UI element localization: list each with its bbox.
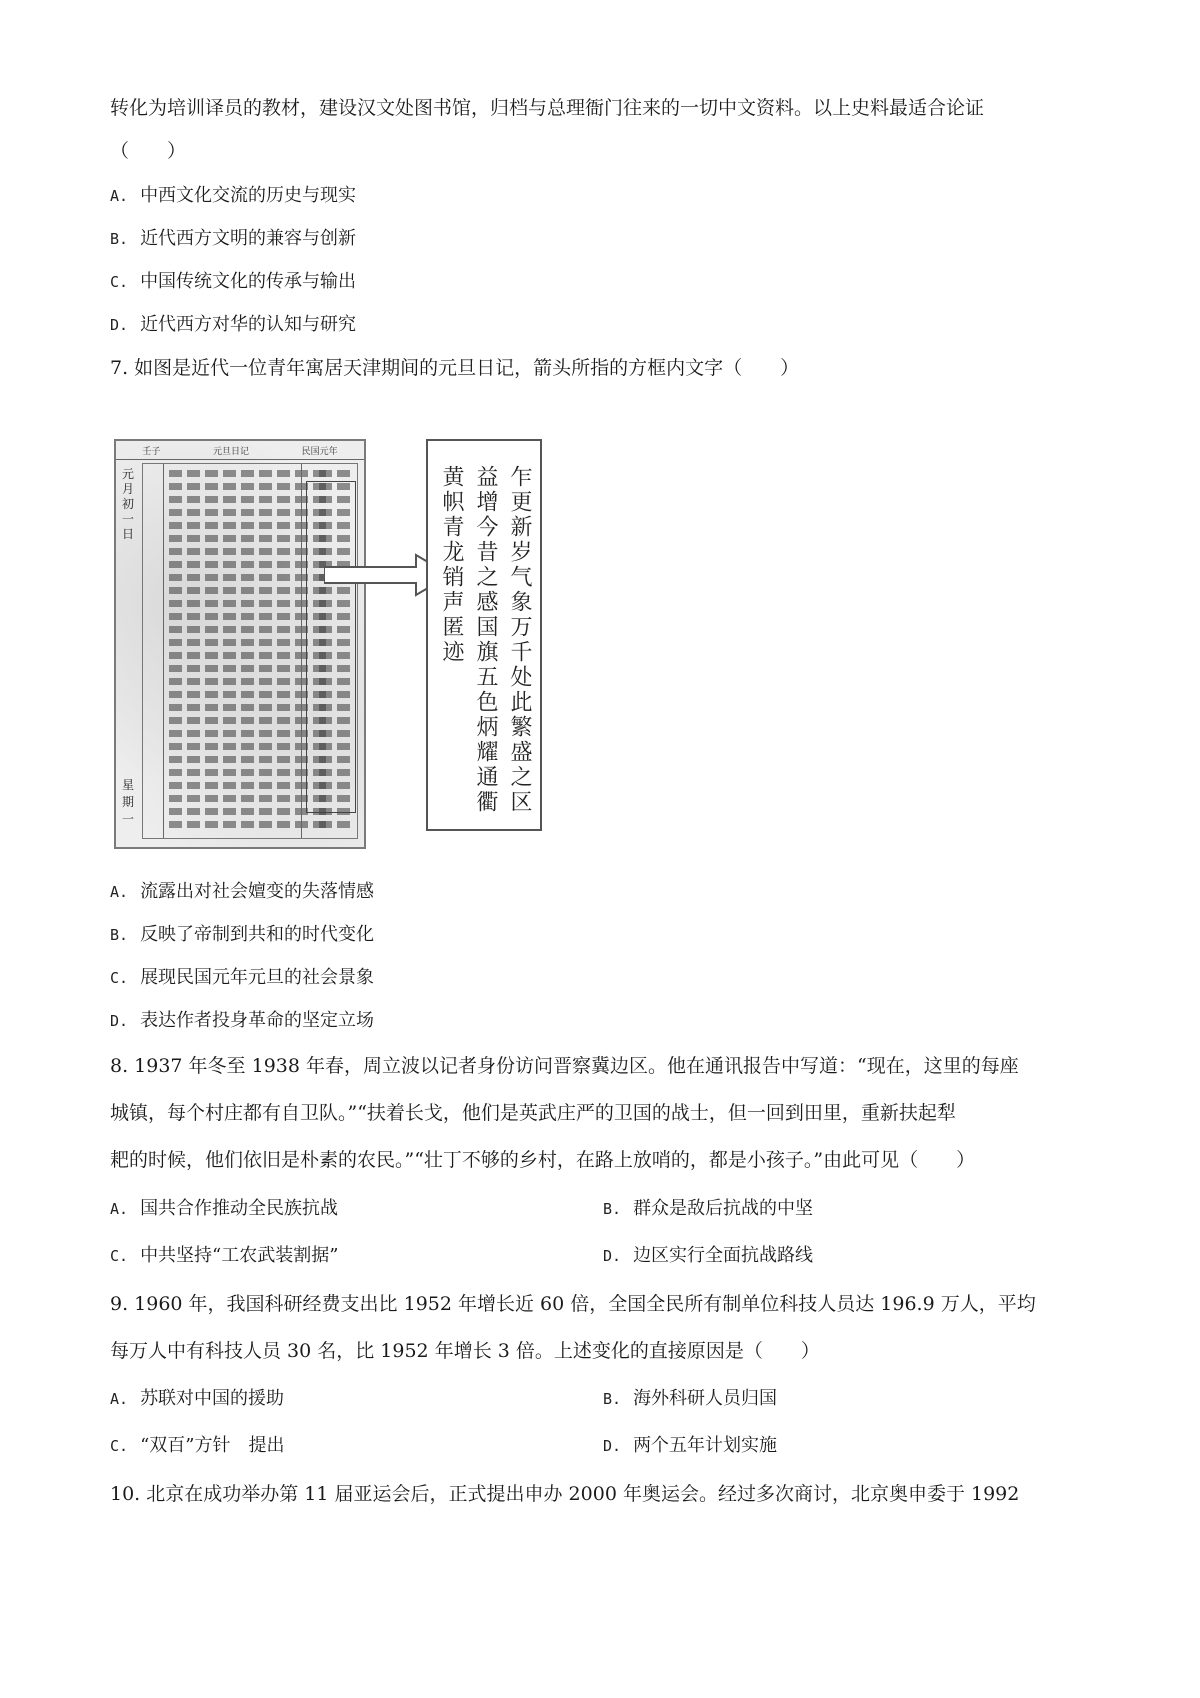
scan-handwritten-column: [241, 470, 254, 832]
diary-scan-image: [114, 439, 366, 849]
scan-header: [116, 441, 364, 460]
q8-stem-line-3: 耙的时候，他们依旧是朴素的农民。”“壮丁不够的乡村，在路上放哨的，都是小孩子。”由此可见（ ）: [110, 1149, 976, 1171]
q8-stem-line-1: 8. 1937 年冬至 1938 年春，周立波以记者身份访问晋察冀边区。他在通讯报告中写道：“现在，这里的每座: [110, 1055, 1019, 1077]
diary-figure: [110, 425, 610, 855]
q8-stem-line-2: 城镇，每个村庄都有自卫队。”“扶着长戈，他们是英武庄严的卫国的战士，但一回到田里，重新扶起犁: [110, 1102, 956, 1124]
transcript-column-2: 益增今昔之感国旗五色炳耀通衢: [473, 465, 498, 815]
scan-handwritten-column: [169, 470, 182, 832]
scan-header-text-3: 民国元年: [301, 446, 338, 457]
q8-option-d: D. 边区实行全面抗战路线: [603, 1245, 814, 1266]
highlighted-text-box: [306, 481, 356, 813]
q9-stem-line-2: 每万人中有科技人员 30 名，比 1952 年增长 3 倍。上述变化的直接原因是（ ）: [110, 1340, 820, 1362]
q6-option-a: A. 中西文化交流的历史与现实: [110, 185, 357, 206]
q9-option-b: B. 海外科研人员归国: [603, 1388, 778, 1409]
scan-handwritten-column: [223, 470, 236, 832]
transcript-box: [426, 439, 542, 831]
q8-option-a: A. 国共合作推动全民族抗战: [110, 1198, 339, 1219]
scan-header-text-1: 壬子: [142, 446, 161, 457]
q9-stem-line-1: 9. 1960 年，我国科研经费支出比 1952 年增长近 60 倍，全国全民所有制单位科技人员达 196.9 万人，平均: [110, 1293, 1036, 1315]
q7-option-d: D. 表达作者投身革命的坚定立场: [110, 1010, 375, 1031]
q6-option-d: D. 近代西方对华的认知与研究: [110, 314, 357, 335]
q10-stem-line-1: 10. 北京在成功举办第 11 届亚运会后，正式提出申办 2000 年奥运会。经过多次商讨，北京奥申委于 1992: [110, 1483, 1020, 1505]
q7-option-b: B. 反映了帝制到共和的时代变化: [110, 924, 375, 945]
q8-option-c: C. 中共坚持“工农武装割据”: [110, 1245, 339, 1266]
q6-stem-line-2: （ ）: [110, 140, 187, 162]
scan-handwritten-column: [205, 470, 218, 832]
transcript-column-1: 乍更新岁气象万千处此繁盛之区: [507, 465, 532, 815]
scan-handwritten-column: [187, 470, 200, 832]
q9-option-d: D. 两个五年计划实施: [603, 1435, 778, 1456]
q9-option-c: C. “双百”方针 提出: [110, 1435, 285, 1456]
q9-option-a: A. 苏联对中国的援助: [110, 1388, 285, 1409]
q6-option-b: B. 近代西方文明的兼容与创新: [110, 228, 357, 249]
transcript-column-3: 黄帜青龙销声匿迹: [439, 465, 464, 665]
scan-header-text-2: 元旦日记: [212, 446, 249, 457]
q7-option-a: A. 流露出对社会嬗变的失落情感: [110, 881, 375, 902]
scan-date: 元月初一日: [121, 467, 134, 541]
scan-rule: [301, 464, 302, 838]
scan-weekday: 星期一: [121, 778, 134, 826]
q6-stem-line-1: 转化为培训译员的教材，建设汉文处图书馆，归档与总理衙门往来的一切中文资料。以上史料最适合论证: [110, 97, 985, 119]
q8-option-b: B. 群众是敌后抗战的中坚: [603, 1198, 814, 1219]
q6-option-c: C. 中国传统文化的传承与输出: [110, 271, 357, 292]
scan-rule: [163, 464, 164, 838]
scan-handwritten-column: [259, 470, 272, 832]
q7-stem: 7. 如图是近代一位青年寓居天津期间的元旦日记，箭头所指的方框内文字（ ）: [110, 357, 800, 379]
scan-handwritten-column: [277, 470, 290, 832]
q7-option-c: C. 展现民国元年元旦的社会景象: [110, 967, 375, 988]
